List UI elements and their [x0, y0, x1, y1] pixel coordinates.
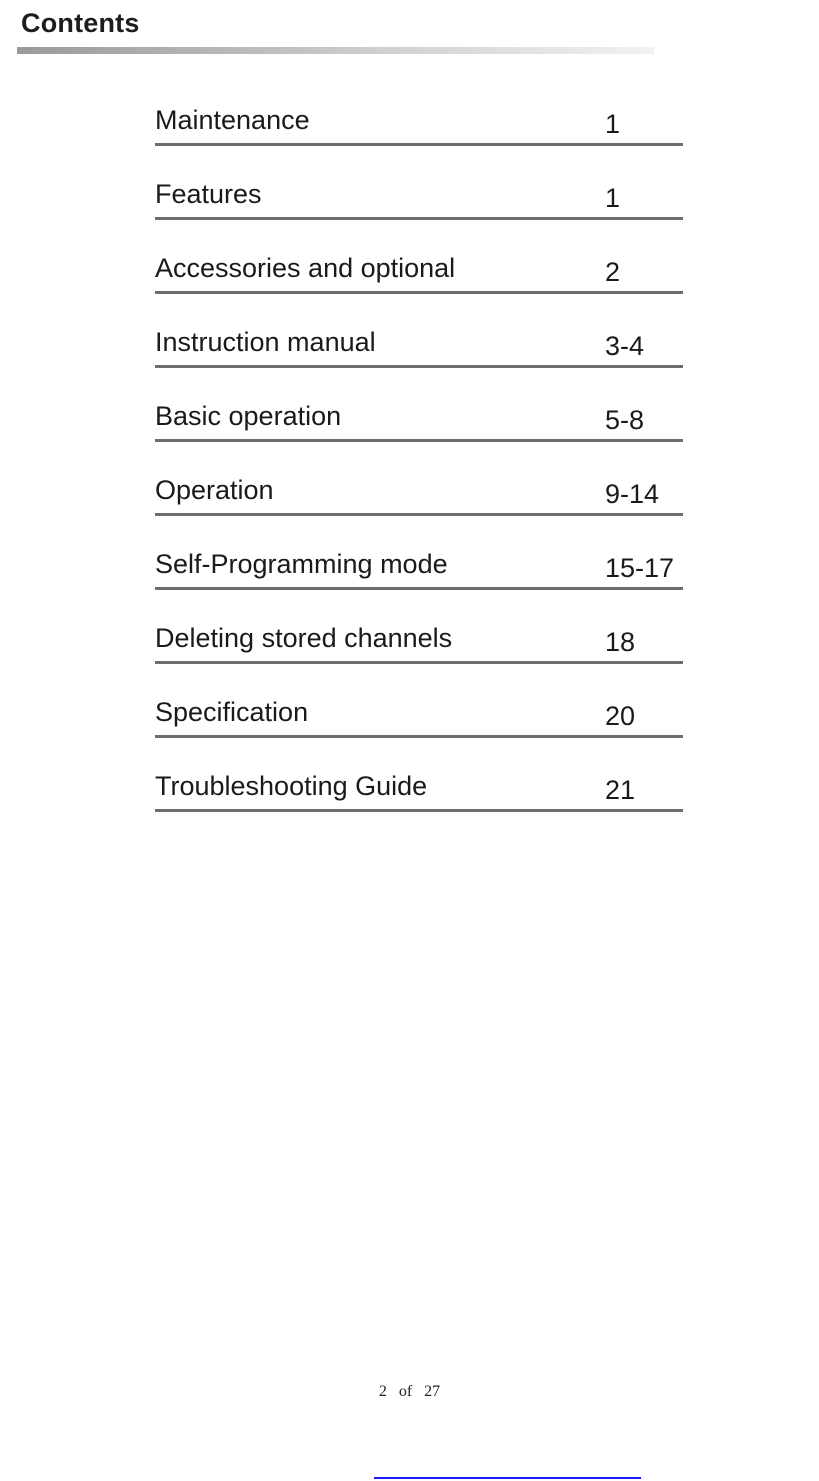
toc-page: 2: [605, 257, 621, 287]
page-number-footer: [0, 1383, 819, 1401]
toc-title: Specification: [155, 697, 309, 727]
toc-row-deleting-channels[interactable]: [155, 590, 683, 664]
toc-title: Accessories and optional: [155, 253, 456, 283]
toc-title: Basic operation: [155, 401, 342, 431]
toc-row-instruction-manual[interactable]: [155, 294, 683, 368]
toc-page: 3-4: [605, 331, 645, 361]
footer-link-underline[interactable]: [374, 1477, 641, 1479]
toc-row-basic-operation[interactable]: [155, 368, 683, 442]
toc-page: 18: [605, 627, 636, 657]
toc-page: 21: [605, 775, 636, 805]
toc-row-specification[interactable]: [155, 664, 683, 738]
toc-row-self-programming[interactable]: [155, 516, 683, 590]
toc-page: 5-8: [605, 405, 645, 435]
page-title: Contents: [21, 8, 140, 38]
toc-page: 9-14: [605, 479, 660, 509]
title-underline: [17, 47, 654, 54]
toc-title: Troubleshooting Guide: [155, 771, 428, 801]
current-page-number: 2: [378, 1383, 387, 1400]
toc-row-troubleshooting[interactable]: [155, 738, 683, 812]
toc-title: Features: [155, 179, 262, 209]
toc-row-maintenance[interactable]: [155, 72, 683, 146]
toc-divider: [155, 809, 683, 812]
toc-page: 1: [605, 109, 621, 139]
toc-page: 15-17: [605, 553, 675, 583]
toc-title: Instruction manual: [155, 327, 376, 357]
of-label: of: [398, 1383, 413, 1400]
toc-title: Self-Programming mode: [155, 549, 448, 579]
toc-title: Maintenance: [155, 105, 310, 135]
toc-row-features[interactable]: [155, 146, 683, 220]
toc-title: Operation: [155, 475, 274, 505]
toc-row-operation[interactable]: [155, 442, 683, 516]
toc-row-accessories[interactable]: [155, 220, 683, 294]
table-of-contents: [155, 72, 683, 812]
toc-title: Deleting stored channels: [155, 623, 453, 653]
toc-page: 20: [605, 701, 636, 731]
toc-page: 1: [605, 183, 621, 213]
total-pages-number: 27: [424, 1383, 441, 1400]
